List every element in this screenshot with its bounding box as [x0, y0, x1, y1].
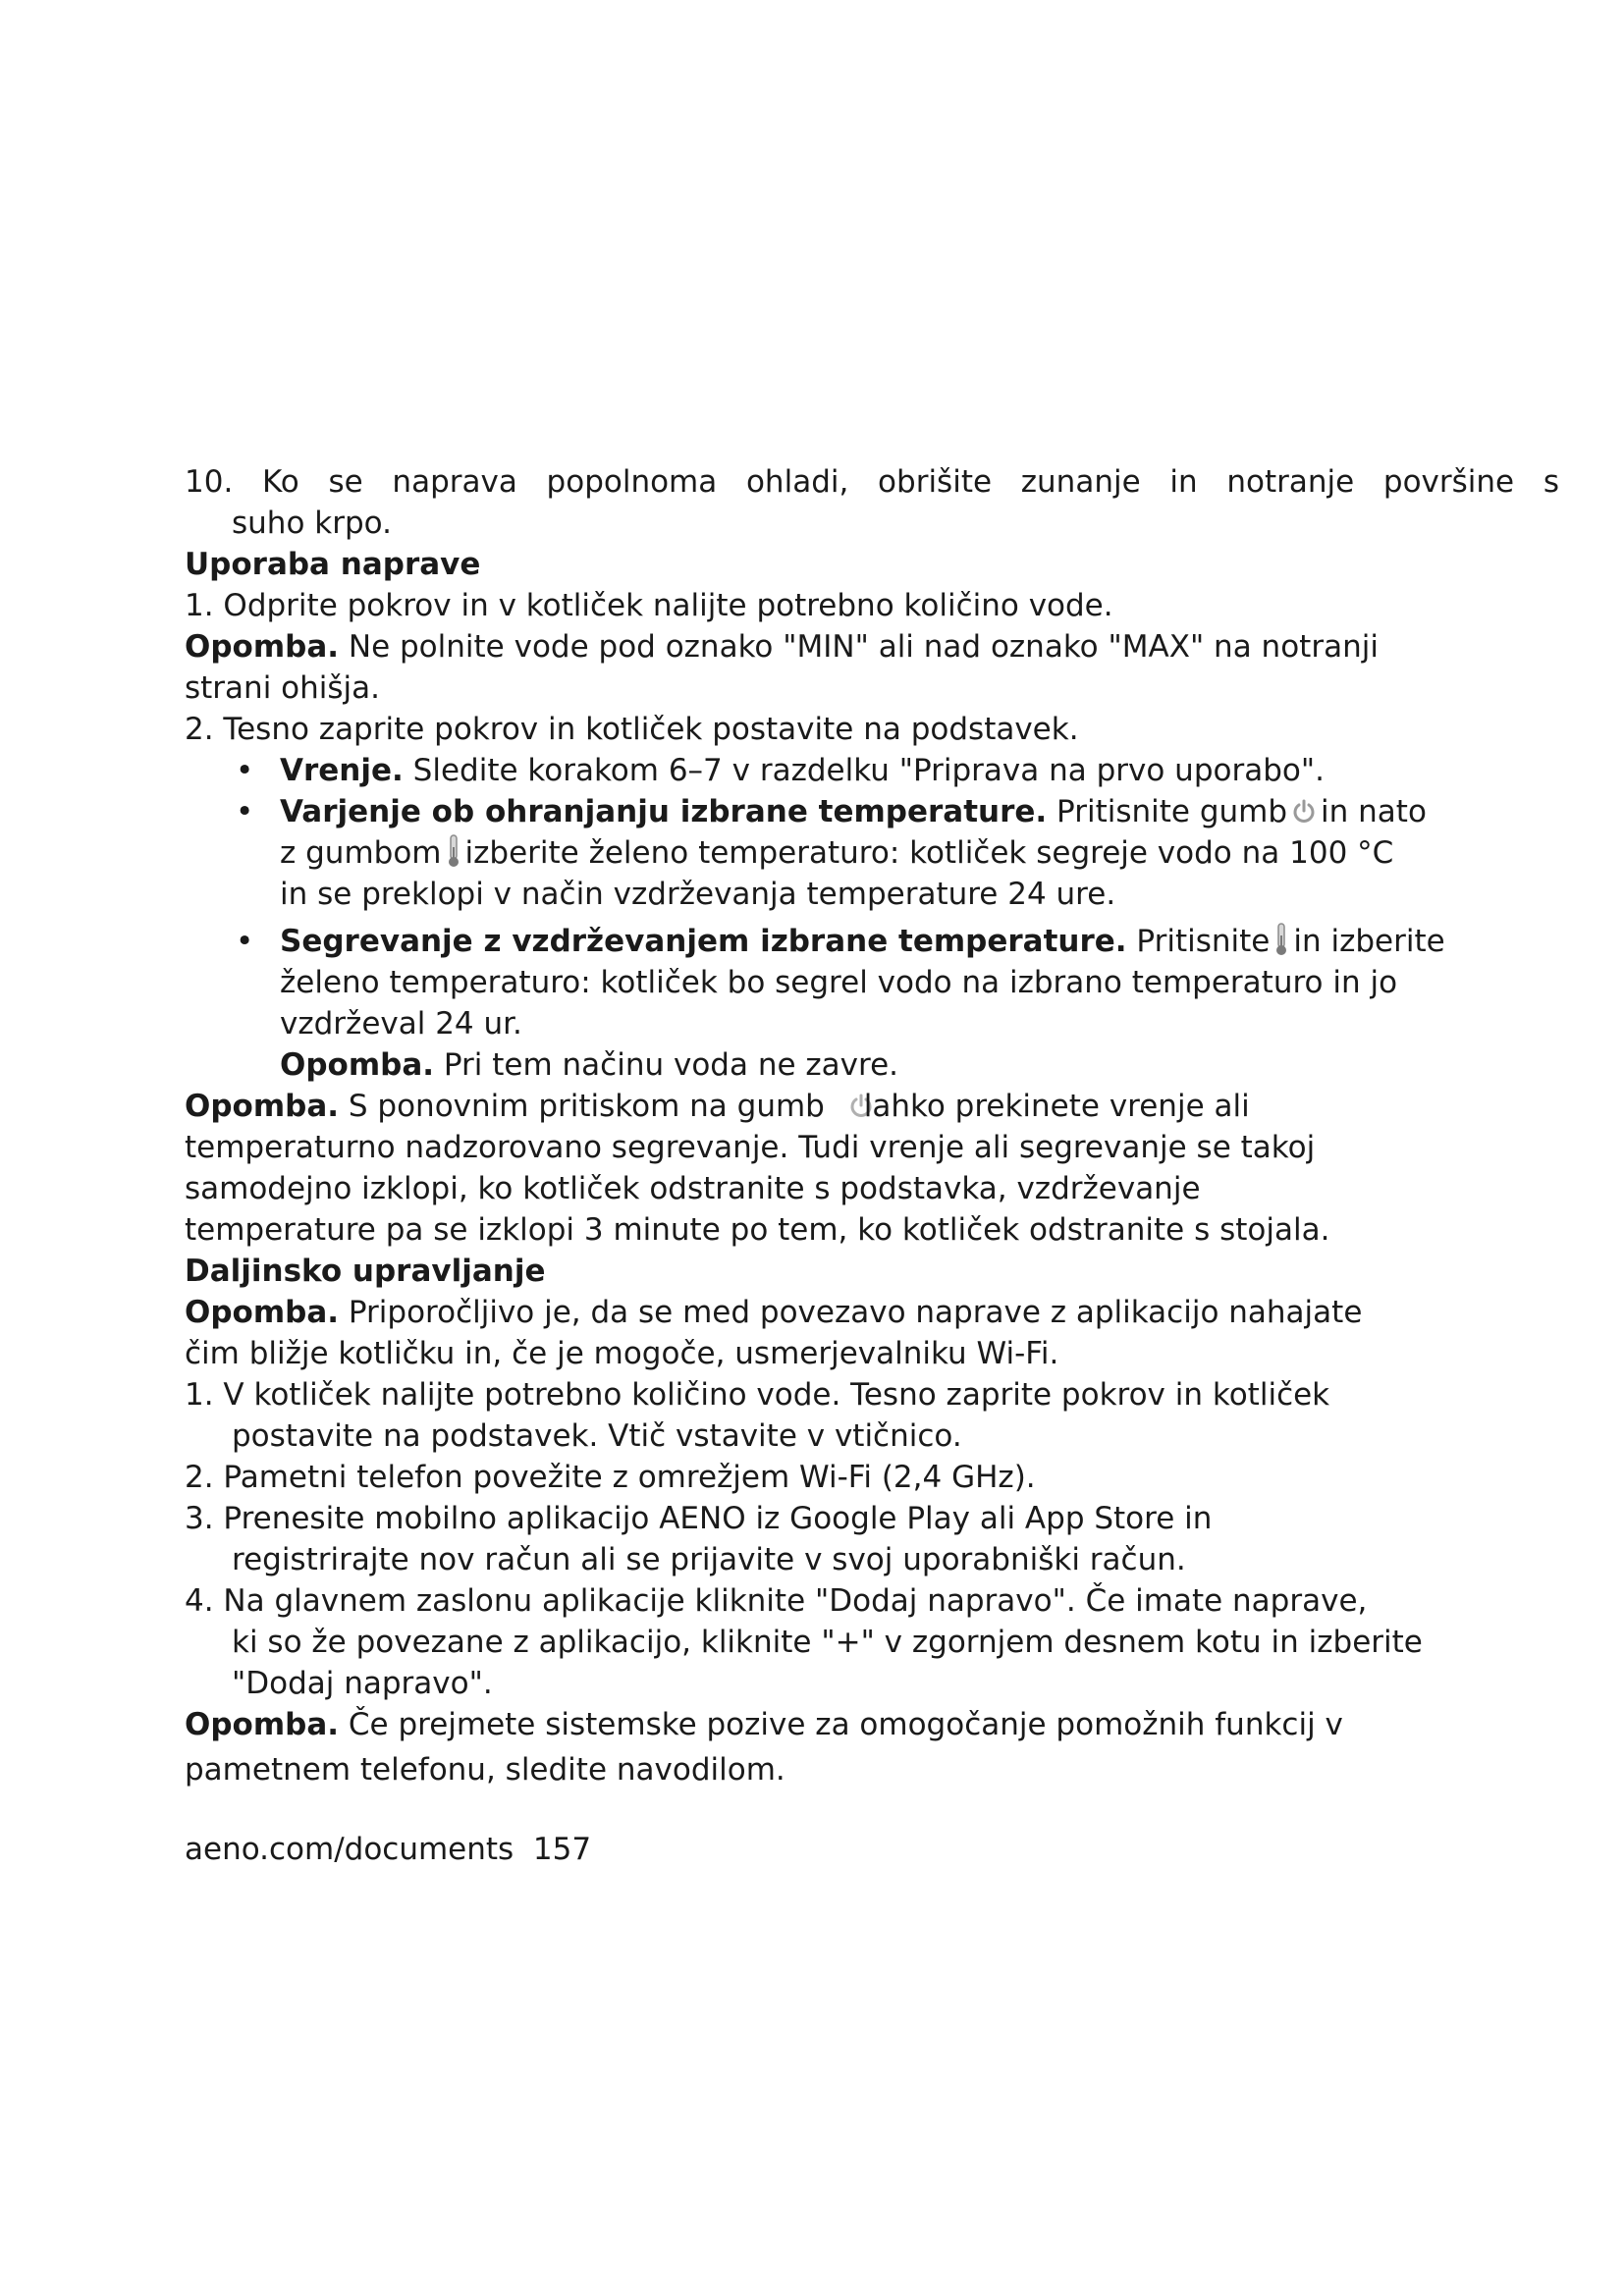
- usage-step2: 2. Tesno zaprite pokrov in kotliček postavite na podstavek.: [185, 712, 1079, 747]
- note-label: Opomba.: [185, 629, 340, 665]
- bullet-dot: •: [236, 924, 254, 959]
- remote-note: Opomba. Priporočljivo je, da se med povezavo naprave z aplikacijo nahajate: [185, 1295, 1363, 1330]
- item-10-line2: suho krpo.: [232, 506, 392, 541]
- remote-step3: 3. Prenesite mobilno aplikacijo AENO iz Google Play ali App Store in: [185, 1501, 1213, 1536]
- thermometer-icon: [446, 833, 461, 869]
- remote-step2: 2. Pametni telefon povežite z omrežjem Wi-Fi (2,4 GHz).: [185, 1460, 1036, 1495]
- bullet-heating-note: Opomba. Pri tem načinu voda ne zavre.: [280, 1047, 898, 1083]
- usage-note2-line4: temperature pa se izklopi 3 minute po tem, ko kotliček odstranite s stojala.: [185, 1212, 1330, 1248]
- bullet-keep-warm-line3: in se preklopi v način vzdrževanja temperature 24 ure.: [280, 877, 1116, 912]
- item-10-line1: 10. Ko se naprava popolnoma ohladi, obrišite zunanje in notranje površine s: [185, 464, 1559, 500]
- remote-step1: 1. V kotliček nalijte potrebno količino vode. Tesno zaprite pokrov in kotliček: [185, 1377, 1330, 1413]
- remote-step4-line3: "Dodaj napravo".: [232, 1666, 493, 1701]
- bullet-heating-line2: želeno temperaturo: kotliček bo segrel vodo na izbrano temperaturo in jo: [280, 965, 1398, 1000]
- bullet-keep-warm: • Varjenje ob ohranjanju izbrane temperature. Pritisnite gumb in nato: [185, 791, 1559, 832]
- remote-heading: Daljinsko upravljanje: [185, 1254, 546, 1289]
- remote-note-line2: čim bližje kotličku in, če je mogoče, usmerjevalniku Wi-Fi.: [185, 1336, 1059, 1371]
- page-number: 157: [532, 1832, 592, 1867]
- remote-note2: Opomba. Če prejmete sistemske pozive za omogočanje pomožnih funkcij v: [185, 1707, 1343, 1742]
- usage-note2-line2: temperaturno nadzorovano segrevanje. Tudi vrenje ali segrevanje se takoj: [185, 1130, 1316, 1165]
- thermometer-icon: [1273, 922, 1289, 957]
- bullet-keep-warm-line2: z gumbom izberite želeno temperaturo: kotliček segreje vodo na 100 °C: [280, 835, 1394, 871]
- power-icon: [1291, 799, 1317, 825]
- bullet-boiling: • Vrenje. Sledite korakom 6–7 v razdelku "Priprava na prvo uporabo".: [185, 750, 1559, 791]
- remote-step4: 4. Na glavnem zaslonu aplikacije kliknite "Dodaj napravo". Če imate naprave,: [185, 1583, 1368, 1619]
- bullet-dot: •: [236, 794, 254, 829]
- usage-note1-line2: strani ohišja.: [185, 670, 381, 706]
- usage-note2-line3: samodejno izklopi, ko kotliček odstranite s podstavka, vzdrževanje: [185, 1171, 1201, 1206]
- manual-page: [185, 461, 1559, 1790]
- usage-step1: 1. Odprite pokrov in v kotliček nalijte potrebno količino vode.: [185, 588, 1113, 623]
- usage-note1: Opomba. Ne polnite vode pod oznako "MIN" ali nad oznako "MAX" na notranji: [185, 629, 1379, 665]
- bullet-dot: •: [236, 753, 254, 788]
- remote-note2-line2: pametnem telefonu, sledite navodilom.: [185, 1752, 785, 1788]
- page-footer: [185, 1829, 591, 1870]
- remote-step4-line2: ki so že povezane z aplikacijo, kliknite "+" v zgornjem desnem kotu in izberite: [232, 1625, 1423, 1660]
- remote-step1-line2: postavite na podstavek. Vtič vstavite v vtičnico.: [232, 1418, 962, 1454]
- bullet-heating-line3: vzdrževal 24 ur.: [280, 1006, 522, 1041]
- usage-heading: Uporaba naprave: [185, 547, 481, 582]
- remote-step3-line2: registrirajte nov račun ali se prijavite v svoj uporabniški račun.: [232, 1542, 1186, 1577]
- usage-note2-line1: Opomba. S ponovnim pritiskom na gumb lahko prekinete vrenje ali: [185, 1089, 1250, 1124]
- footer-url[interactable]: aeno.com/documents: [185, 1832, 514, 1867]
- bullet-heating: • Segrevanje z vzdrževanjem izbrane temperature. Pritisnite in izberite: [185, 921, 1559, 962]
